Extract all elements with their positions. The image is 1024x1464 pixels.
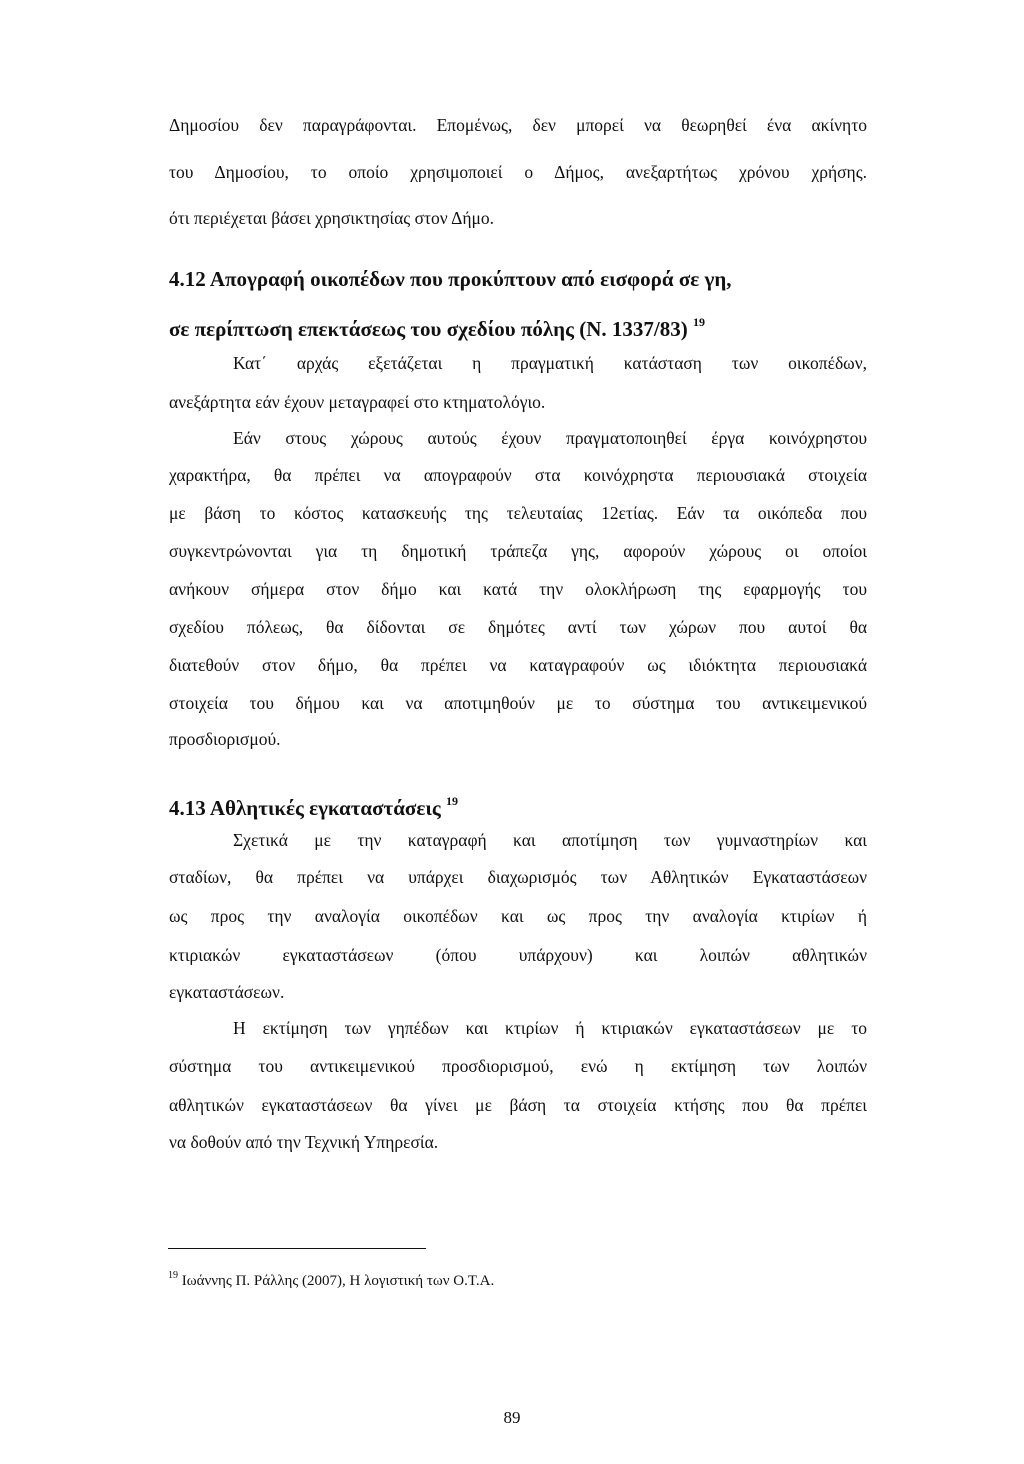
- section-412-heading-line-1: 4.12 Απογραφή οικοπέδων που προκύπτουν από εισφορά σε γη,: [169, 267, 732, 291]
- section-412-body-line-5: με βάση το κόστος κατασκευής της τελευταίας 12ετίας. Εάν τα οικόπεδα που: [169, 503, 867, 523]
- section-412-body-line-2: ανεξάρτητα εάν έχουν μεταγραφεί στο κτηματολόγιο.: [169, 392, 546, 412]
- section-412-body-line-3: Εάν στους χώρους αυτούς έχουν πραγματοποιηθεί έργα κοινόχρηστου: [233, 428, 867, 448]
- section-413-body-line-3: ως προς την αναλογία οικοπέδων και ως προς την αναλογία κτιρίων ή: [169, 906, 867, 926]
- section-413-body-line-6: Η εκτίμηση των γηπέδων και κτιρίων ή κτιριακών εγκαταστάσεων με το: [233, 1018, 867, 1038]
- section-412-body-line-1: Κατ΄ αρχάς εξετάζεται η πραγματική κατάσταση των οικοπέδων,: [233, 353, 867, 373]
- intro-line-1: Δημοσίου δεν παραγράφονται. Επομένως, δεν μπορεί να θεωρηθεί ένα ακίνητο: [169, 115, 867, 135]
- page-number: 89: [503, 1408, 521, 1427]
- section-412-footnote-ref: 19: [692, 315, 705, 329]
- footnote-marker: 19: [168, 1270, 178, 1281]
- section-412-body-line-9: διατεθούν στον δήμο, θα πρέπει να καταγραφούν ως ιδιόκτητα περιουσιακά: [169, 655, 867, 675]
- section-413-body-line-2: σταδίων, θα πρέπει να υπάρχει διαχωρισμός των Αθλητικών Εγκαταστάσεων: [169, 867, 867, 887]
- section-412-body-line-6: συγκεντρώνονται για τη δημοτική τράπεζα γης, αφορούν χώρους οι οποίοι: [169, 541, 867, 561]
- intro-line-2: του Δημοσίου, το οποίο χρησιμοποιεί ο Δήμος, ανεξαρτήτως χρόνου χρήσης.: [169, 162, 867, 182]
- section-412-body-line-8: σχεδίου πόλεως, θα δίδονται σε δημότες αντί των χώρων που αυτοί θα: [169, 617, 867, 637]
- intro-line-3: ότι περιέχεται βάσει χρησικτησίας στον Δήμο.: [169, 208, 495, 228]
- section-413-body-line-8: αθλητικών εγκαταστάσεων θα γίνει με βάση τα στοιχεία κτήσης που θα πρέπει: [169, 1095, 867, 1115]
- section-413-heading-text: 4.13 Αθλητικές εγκαταστάσεις: [169, 796, 441, 820]
- section-413-body-line-7: σύστημα του αντικειμενικού προσδιορισμού, ενώ η εκτίμηση των λοιπών: [169, 1056, 867, 1076]
- section-412-body-line-11: προσδιορισμού.: [169, 729, 281, 749]
- section-413-body-line-1: Σχετικά με την καταγραφή και αποτίμηση των γυμναστηρίων και: [233, 830, 867, 850]
- section-412-heading-text: σε περίπτωση επεκτάσεως του σχεδίου πόλης (Ν. 1337/83): [169, 317, 688, 341]
- footnote-divider: [168, 1248, 426, 1249]
- section-413-body-line-4: κτιριακών εγκαταστάσεων (όπου υπάρχουν) και λοιπών αθλητικών: [169, 945, 867, 965]
- section-412-body-line-4: χαρακτήρα, θα πρέπει να απογραφούν στα κοινόχρηστα περιουσιακά στοιχεία: [169, 465, 867, 485]
- section-412-heading-line-2: [169, 309, 705, 342]
- section-413-body-line-9: να δοθούν από την Τεχνική Υπηρεσία.: [169, 1132, 439, 1152]
- footnote-text: Ιωάννης Π. Ράλλης (2007), Η λογιστική των Ο.Τ.Α.: [181, 1273, 495, 1289]
- section-413-footnote-ref: 19: [445, 794, 458, 808]
- section-413-body-line-5: εγκαταστάσεων.: [169, 982, 285, 1002]
- footnote: [168, 1266, 494, 1291]
- section-413-heading: [169, 788, 458, 821]
- section-412-body-line-10: στοιχεία του δήμου και να αποτιμηθούν με το σύστημα του αντικειμενικού: [169, 693, 867, 713]
- section-412-body-line-7: ανήκουν σήμερα στον δήμο και κατά την ολοκλήρωση της εφαρμογής του: [169, 579, 867, 599]
